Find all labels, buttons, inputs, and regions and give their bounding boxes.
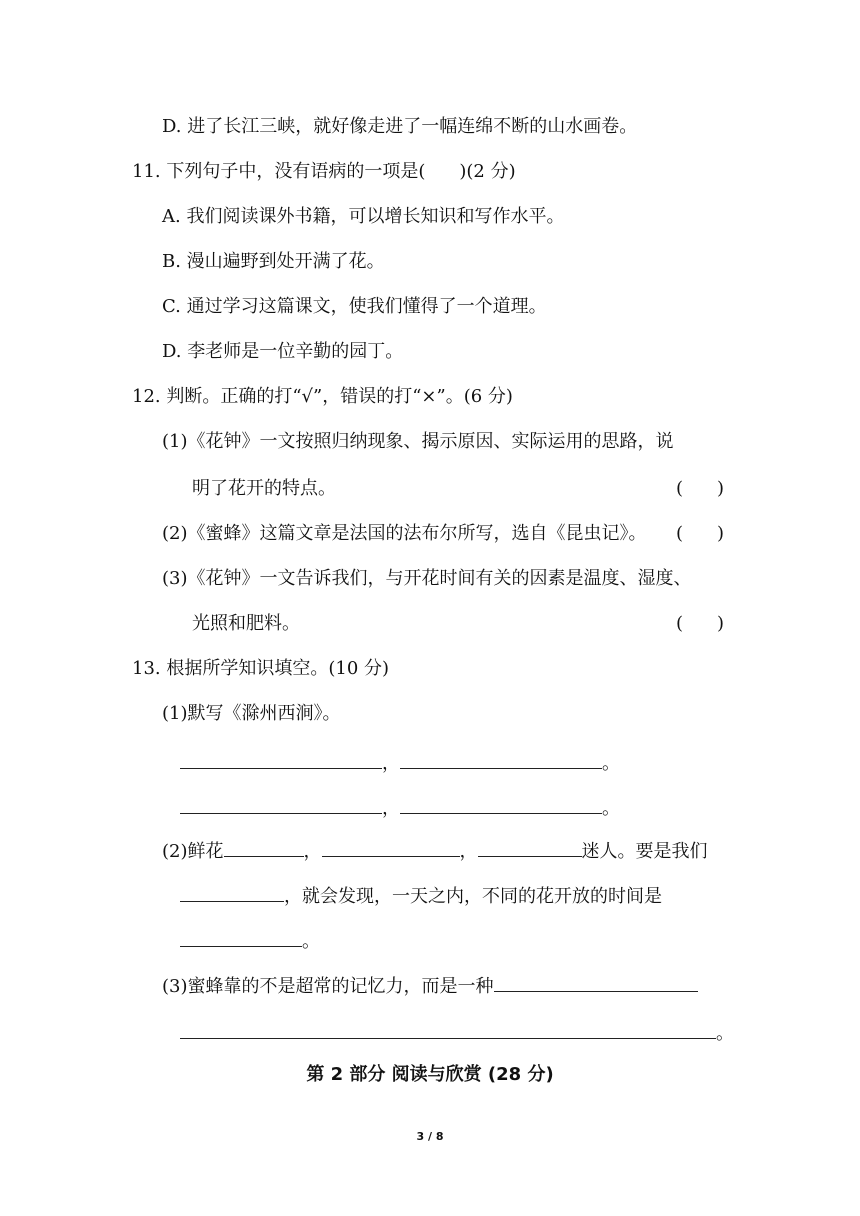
poem-blank-1[interactable] — [180, 752, 382, 769]
q12-answer-3[interactable]: ( ) — [676, 613, 725, 634]
q13-poem-line-1: ， 。 — [180, 752, 620, 773]
page-number: 3 / 8 — [416, 1130, 444, 1143]
q12-item-2: (2)《蜜蜂》这篇文章是法国的法布尔所写，选自《昆虫记》。 — [162, 523, 647, 544]
q11-stem — [132, 163, 516, 181]
q13-part-3-line-1: (3)蜜蜂靠的不是超常的记忆力，而是一种 — [162, 975, 698, 996]
q13-part-3-line-2: 。 — [180, 1022, 734, 1043]
q11-stem-text: 11. 下列句子中，没有语病的一项是( — [132, 161, 426, 182]
p2-blank-3[interactable] — [478, 840, 582, 857]
q13-part-1-label: (1)默写《滁州西涧》。 — [162, 703, 341, 724]
poem-blank-2[interactable] — [400, 752, 602, 769]
p2-blank-5[interactable] — [180, 930, 302, 947]
q12-item-1-cont: 明了花开的特点。 — [192, 478, 336, 499]
q11-option-c: C. 通过学习这篇课文，使我们懂得了一个道理。 — [162, 296, 547, 317]
p2-blank-1[interactable] — [224, 840, 304, 857]
q12-answer-2[interactable]: ( ) — [676, 523, 725, 544]
p2-blank-2[interactable] — [322, 840, 460, 857]
q12-item-3: (3)《花钟》一文告诉我们，与开花时间有关的因素是温度、湿度、 — [162, 568, 692, 589]
q12-stem: 12. 判断。正确的打“√”，错误的打“×”。(6 分) — [132, 386, 513, 407]
q11-score: )(2 分) — [459, 161, 516, 182]
q11-option-a: A. 我们阅读课外书籍，可以增长知识和写作水平。 — [162, 206, 565, 227]
q12-item-1: (1)《花钟》一文按照归纳现象、揭示原因、实际运用的思路，说 — [162, 431, 674, 452]
q13-part-2-line-1: (2)鲜花 ， ， 迷人。要是我们 — [162, 841, 708, 862]
q12-item-3-cont: 光照和肥料。 — [192, 613, 300, 634]
q13-stem: 13. 根据所学知识填空。(10 分) — [132, 658, 390, 679]
p3-blank-1[interactable] — [494, 975, 698, 992]
q13-part-2-line-2: ，就会发现，一天之内，不同的花开放的时间是 — [180, 885, 662, 906]
q11-option-d: D. 李老师是一位辛勤的园丁。 — [162, 341, 404, 362]
poem-blank-4[interactable] — [400, 797, 602, 814]
p3-blank-2[interactable] — [180, 1022, 716, 1039]
q10-option-d: D. 进了长江三峡，就好像走进了一幅连绵不断的山水画卷。 — [162, 116, 638, 137]
q13-part-2-line-3: 。 — [180, 930, 320, 951]
section-title: 第 2 部分 阅读与欣赏 (28 分) — [306, 1064, 554, 1085]
q11-option-b: B. 漫山遍野到处开满了花。 — [162, 251, 385, 272]
poem-blank-3[interactable] — [180, 797, 382, 814]
q13-poem-line-2: ， 。 — [180, 797, 620, 818]
p2-blank-4[interactable] — [180, 885, 284, 902]
q12-answer-1[interactable]: ( ) — [676, 478, 725, 499]
